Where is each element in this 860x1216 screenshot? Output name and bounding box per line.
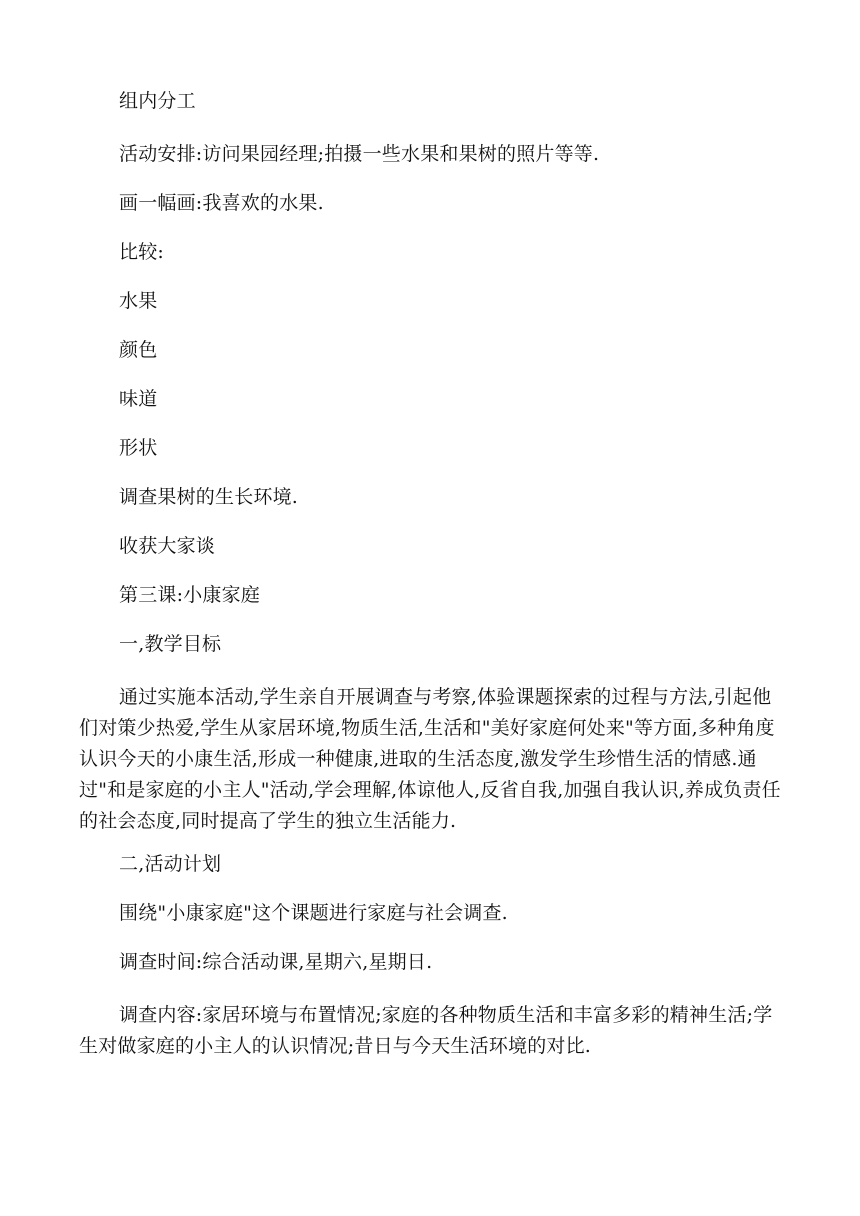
paragraph-color: 颜色 — [119, 339, 158, 361]
paragraph-compare: 比较: — [119, 241, 165, 263]
paragraph-taste: 味道 — [119, 388, 158, 410]
paragraph-shape: 形状 — [119, 437, 158, 459]
paragraph-fruit: 水果 — [119, 290, 158, 312]
paragraph-survey-time: 调查时间:综合活动课,星期六,星期日. — [119, 951, 433, 973]
paragraph-survey-environment: 调查果树的生长环境. — [119, 486, 299, 508]
paragraph-lesson-three-title: 第三课:小康家庭 — [119, 584, 261, 606]
paragraph-survey-content: 调查内容:家居环境与布置情况;家庭的各种物质生活和丰富多彩的精神生活;学生对做家庭的小主人的认识情况;昔日与今天生活环境的对比. — [79, 1004, 773, 1057]
paragraph-harvest-talk: 收获大家谈 — [119, 535, 216, 557]
paragraph-activity-plan-heading: 二,活动计划 — [119, 853, 222, 875]
paragraph-survey-topic: 围绕"小康家庭"这个课题进行家庭与社会调查. — [119, 902, 508, 924]
paragraph-teaching-goal-body: 通过实施本活动,学生亲自开展调查与考察,体验课题探索的过程与方法,引起他们对策少热爱,学生从家居环境,物质生活,生活和"美好家庭何处来"等方面,多种角度认识今天的小康生活,形成一种健康,进取的生活态度,激发学生珍惜生活的情感.通过"和是家庭的小主人"活动,学会理解,体谅他人,反省自我,加强自我认识,养成负责任的社会态度,同时提高了学生的独立生活能力. — [79, 686, 781, 832]
paragraph-teaching-goal-heading: 一,教学目标 — [119, 633, 222, 655]
paragraph-draw-picture: 画一幅画:我喜欢的水果. — [119, 192, 324, 214]
paragraph-activity-arrangement: 活动安排:访问果园经理;拍摄一些水果和果树的照片等等. — [119, 143, 600, 165]
paragraph-group-division: 组内分工 — [119, 90, 196, 112]
